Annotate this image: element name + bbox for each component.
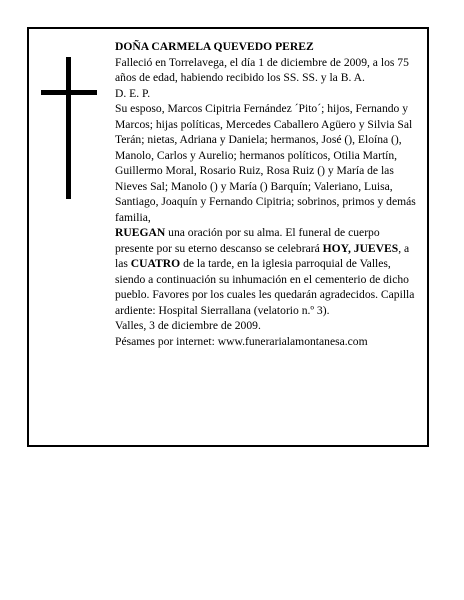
death-announcement: Falleció en Torrelavega, el día 1 de diciembre de 2009, a los 75 años de edad, habiendo recibido los SS. SS. y la B. A. (115, 55, 409, 84)
cross-horizontal-bar (41, 90, 97, 95)
request-text-2: , a las (115, 241, 410, 270)
obituary-notice (27, 27, 429, 447)
cross-vertical-bar (66, 57, 71, 199)
funeral-day: HOY, JUEVES (322, 241, 399, 255)
family-list: Su esposo, Marcos Cipitria Fernández ´Pito´; hijos, Fernando y Marcos; hijas políticas, Mercedes Caballero Agüero y Silvia Sal Terán; nietas, Adriana y Daniela; hermanos, José (), Eloína (), Manolo, Carlos y Aurelio; hermanos políticos, Otilia Martín, Guillermo Moral, Rosario Ruiz, Rosa Ruiz () y María de las Nieves Sal; Manolo () y María () Barquín; Valeriano, Luisa, Santiago, Joaquín y Fernando Cipitria; sobrinos, primos y demás familia, (115, 102, 416, 224)
funeral-request (115, 225, 421, 318)
place-date: Valles, 3 de diciembre de 2009. (115, 319, 261, 332)
request-text-3: de la tarde, en la iglesia parroquial de Valles, siendo a continuación su inhumación en el cementerio de dicho pueblo. Favores por los cuales les quedarán agradecidos. Capilla ardiente: Hospital Sierrallana (velatorio n.º 3). (115, 257, 415, 317)
condolences-website: Pésames por internet: www.funerarialamontanesa.com (115, 334, 368, 348)
cross-icon (41, 57, 97, 199)
obituary-text (115, 39, 421, 349)
rest-in-peace: D. E. P. (115, 86, 151, 100)
funeral-time: CUATRO (130, 257, 181, 270)
deceased-name: DOÑA CARMELA QUEVEDO PEREZ (115, 40, 314, 53)
ruegan-text: RUEGAN (115, 226, 166, 239)
request-text-1: una oración por su alma. El funeral de cuerpo presente por su eterno descanso se celebrará (115, 226, 380, 255)
